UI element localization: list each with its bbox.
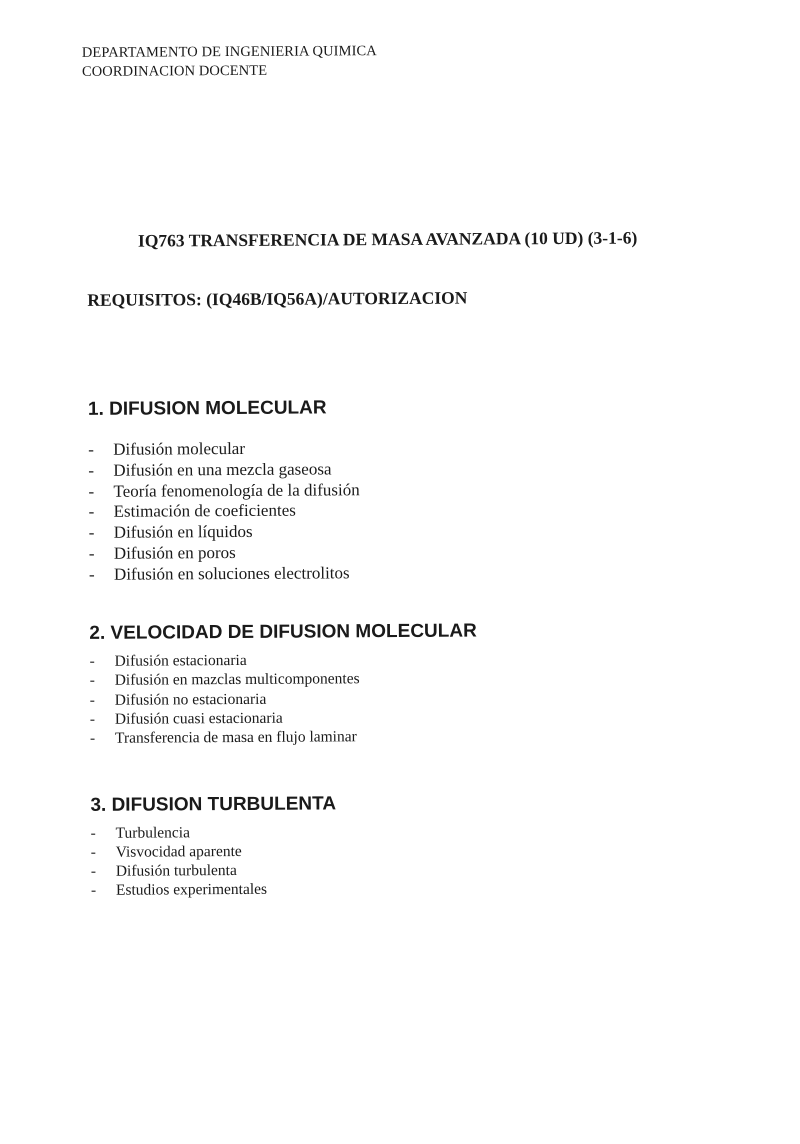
topic-item bbox=[91, 860, 337, 880]
bullet-dash: - bbox=[89, 710, 96, 728]
topic-label: Difusión estacionaria bbox=[114, 651, 247, 670]
topic-label: Turbulencia bbox=[115, 824, 190, 842]
topic-item bbox=[91, 879, 337, 899]
topic-label: Difusión en soluciones electrolitos bbox=[113, 563, 350, 584]
topic-item bbox=[90, 707, 478, 729]
bullet-dash: - bbox=[90, 881, 97, 899]
topic-item bbox=[90, 727, 478, 749]
section-difusion-molecular bbox=[88, 397, 360, 585]
department-name: DEPARTAMENTO DE INGENIERIA QUIMICA bbox=[81, 43, 377, 61]
topic-label: Difusión molecular bbox=[113, 438, 246, 459]
bullet-dash: - bbox=[88, 460, 95, 480]
topic-label: Difusión en una mezcla gaseosa bbox=[113, 459, 332, 480]
topic-item bbox=[89, 542, 360, 564]
topic-label: Difusión en líquidos bbox=[113, 522, 253, 542]
bullet-dash: - bbox=[89, 691, 96, 709]
topic-label: Visvocidad aparente bbox=[115, 842, 242, 861]
coordination-name: COORDINACION DOCENTE bbox=[81, 62, 268, 80]
bullet-dash: - bbox=[88, 564, 95, 584]
bullet-dash: - bbox=[88, 481, 95, 501]
topic-item bbox=[88, 480, 359, 502]
topic-label: Transferencia de masa en flujo laminar bbox=[114, 728, 357, 747]
topic-label: Difusión en poros bbox=[113, 542, 236, 563]
topic-list bbox=[91, 822, 337, 899]
bullet-dash: - bbox=[88, 523, 95, 543]
topic-label: Difusión turbulenta bbox=[115, 862, 237, 880]
course-title: IQ763 TRANSFERENCIA DE MASA AVANZADA (10 UD) (3-1-6) bbox=[137, 227, 638, 251]
topic-list bbox=[88, 438, 360, 585]
topic-label: Difusión no estacionaria bbox=[114, 690, 267, 709]
topic-item bbox=[90, 669, 478, 691]
topic-item bbox=[89, 501, 360, 523]
bullet-dash: - bbox=[88, 543, 95, 563]
topic-item bbox=[88, 459, 359, 481]
department-header bbox=[82, 42, 377, 82]
topic-item bbox=[91, 822, 337, 842]
section-velocidad-difusion bbox=[89, 621, 477, 749]
section-heading: 3. DIFUSION TURBULENTA bbox=[90, 793, 337, 816]
course-requisites: REQUISITOS: (IQ46B/IQ56A)/AUTORIZACION bbox=[87, 287, 468, 310]
topic-label: Estudios experimentales bbox=[115, 880, 268, 899]
topic-item bbox=[90, 688, 478, 710]
topic-item bbox=[89, 521, 360, 543]
bullet-dash: - bbox=[90, 843, 96, 861]
section-heading: 2. VELOCIDAD DE DIFUSION MOLECULAR bbox=[89, 620, 477, 644]
topic-label: Teoría fenomenología de la difusión bbox=[113, 479, 360, 501]
bullet-dash: - bbox=[88, 439, 94, 459]
topic-item bbox=[89, 650, 477, 672]
section-heading: 1. DIFUSION MOLECULAR bbox=[87, 397, 327, 420]
bullet-dash: - bbox=[89, 672, 95, 690]
topic-label: Difusión en mazclas multicomponentes bbox=[114, 670, 360, 690]
topic-label: Estimación de coeficientes bbox=[113, 501, 296, 522]
topic-label: Difusión cuasi estacionaria bbox=[114, 709, 283, 728]
bullet-dash: - bbox=[90, 824, 96, 842]
section-difusion-turbulenta bbox=[90, 793, 336, 899]
bullet-dash: - bbox=[90, 862, 97, 880]
topic-list bbox=[89, 650, 477, 749]
topic-item bbox=[88, 438, 359, 460]
bullet-dash: - bbox=[88, 502, 95, 522]
bullet-dash: - bbox=[89, 652, 95, 670]
bullet-dash: - bbox=[89, 730, 96, 748]
topic-item bbox=[91, 841, 337, 861]
topic-item bbox=[89, 563, 360, 585]
